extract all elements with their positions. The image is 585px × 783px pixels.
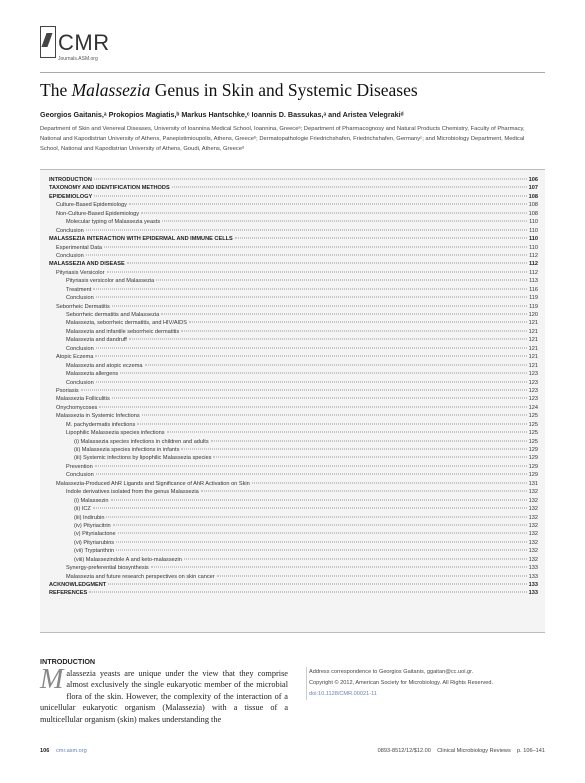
toc-entry[interactable] bbox=[49, 404, 538, 412]
toc-leader-dots bbox=[162, 221, 527, 222]
toc-entry[interactable] bbox=[49, 573, 538, 581]
toc-entry-page: 119 bbox=[529, 303, 538, 310]
toc-leader-dots bbox=[252, 482, 527, 483]
toc-leader-dots bbox=[89, 592, 526, 593]
toc-entry-page: 133 bbox=[528, 582, 538, 588]
toc-leader-dots bbox=[94, 179, 527, 180]
toc-entry-page: 121 bbox=[528, 345, 538, 352]
section-heading: INTRODUCTION bbox=[40, 657, 96, 666]
toc-entry-title: Seborrheic Dermatitis bbox=[56, 303, 110, 310]
toc-leader-dots bbox=[184, 558, 527, 559]
toc-entry[interactable] bbox=[49, 497, 538, 505]
toc-entry-page: 116 bbox=[529, 286, 538, 293]
toc-entry-title: (vi) Pityriarubins bbox=[74, 539, 115, 546]
author-list: Georgios Gaitanis,ᵃ Prokopios Magiatis,ᵇ Markus Hantschke,ᶜ Ioannis D. Bassukas,ᵃ and Aristea Velegrakiᵈ bbox=[40, 110, 404, 119]
toc-entry[interactable] bbox=[49, 488, 538, 496]
toc-entry-page: 132 bbox=[528, 539, 538, 546]
toc-entry[interactable] bbox=[49, 514, 538, 522]
toc-entry[interactable] bbox=[49, 294, 538, 302]
toc-entry[interactable] bbox=[49, 311, 538, 319]
toc-entry-title: (i) Malassezin bbox=[74, 497, 109, 504]
toc-entry-page: 131 bbox=[528, 480, 538, 487]
footer-pages: p. 106–141 bbox=[517, 748, 545, 754]
toc-entry[interactable] bbox=[49, 446, 538, 454]
title-part: Genus in Skin and Systemic Diseases bbox=[150, 80, 418, 100]
toc-leader-dots bbox=[112, 305, 527, 306]
footer-journal: Clinical Microbiology Reviews bbox=[437, 748, 511, 754]
toc-entry-page: 108 bbox=[528, 210, 538, 217]
toc-entry-title: Malassezia and atopic eczema bbox=[66, 362, 143, 369]
toc-leader-dots bbox=[107, 271, 528, 272]
toc-leader-dots bbox=[151, 567, 527, 568]
toc-entry[interactable] bbox=[49, 269, 538, 277]
toc-leader-dots bbox=[137, 423, 526, 424]
toc-leader-dots bbox=[96, 381, 527, 382]
toc-leader-dots bbox=[156, 280, 527, 281]
toc-entry-title: Culture-Based Epidemiology bbox=[56, 202, 127, 209]
toc-entry-page: 132 bbox=[528, 497, 538, 504]
toc-leader-dots bbox=[145, 364, 527, 365]
toc-entry[interactable] bbox=[49, 589, 538, 597]
toc-entry[interactable] bbox=[49, 454, 538, 462]
toc-entry[interactable] bbox=[49, 244, 538, 252]
drop-cap: M bbox=[40, 664, 64, 695]
toc-entry-page: 106 bbox=[528, 177, 538, 183]
toc-entry-page: 132 bbox=[528, 548, 538, 555]
toc-entry-title: Malassezia allergens bbox=[66, 371, 119, 378]
toc-leader-dots bbox=[129, 204, 527, 205]
correspondence-box bbox=[306, 667, 549, 700]
toc-entry[interactable] bbox=[49, 353, 538, 361]
toc-entry-page: 133 bbox=[528, 590, 538, 597]
toc-entry-page: 133 bbox=[528, 573, 538, 580]
toc-entry[interactable] bbox=[49, 471, 538, 479]
toc-entry-page: 112 bbox=[529, 252, 538, 259]
toc-entry-page: 129 bbox=[528, 472, 538, 479]
toc-entry[interactable] bbox=[49, 530, 538, 538]
toc-entry-page: 110 bbox=[529, 219, 538, 226]
toc-entry-title: ACKNOWLEDGMENT bbox=[49, 582, 107, 588]
toc-entry-page: 124 bbox=[528, 404, 538, 411]
toc-leader-dots bbox=[118, 533, 527, 534]
toc-entry-page: 121 bbox=[528, 320, 538, 327]
toc-leader-dots bbox=[111, 499, 527, 500]
toc-leader-dots bbox=[96, 347, 527, 348]
intro-body: alassezia yeasts are unique under the view that they comprise almost exclusively the single eukaryotic member of the microbial flora of the skin. However, the complexity of the interaction of a unicellular eukaryotic organism (Malassezia) with a tissue of a multicellular organism (skin) makes understanding the bbox=[40, 669, 288, 724]
toc-entry[interactable] bbox=[49, 581, 538, 589]
toc-entry-title: Molecular typing of Malassezia yeasts bbox=[66, 219, 161, 226]
toc-entry-page: 121 bbox=[528, 362, 538, 369]
toc-entry-page: 132 bbox=[528, 522, 538, 529]
toc-leader-dots bbox=[181, 449, 526, 450]
toc-entry-page: 110 bbox=[528, 236, 538, 243]
toc-entry-title: Psoriasis bbox=[56, 387, 79, 394]
doi-link[interactable]: doi:10.1128/CMR.00021-11 bbox=[309, 691, 377, 697]
toc-entry-title: INTRODUCTION bbox=[49, 177, 92, 183]
toc-entry-title: Malassezia and infantile seborrheic dermatitis bbox=[66, 328, 180, 335]
toc-entry[interactable] bbox=[49, 505, 538, 513]
toc-leader-dots bbox=[95, 356, 526, 357]
toc-entry-title: M. pachydermatis infections bbox=[66, 421, 136, 428]
toc-leader-dots bbox=[127, 263, 527, 264]
toc-entry-title: MALASSEZIA AND DISEASE bbox=[49, 261, 125, 268]
toc-entry[interactable] bbox=[49, 235, 538, 243]
toc-entry[interactable] bbox=[49, 336, 538, 344]
toc-leader-dots bbox=[116, 550, 527, 551]
page-number: 106 bbox=[40, 748, 50, 754]
toc-entry-page: 121 bbox=[528, 354, 538, 361]
toc-entry-title: Onychomycoses bbox=[56, 404, 98, 411]
toc-entry-title: (viii) Malassezindole A and keto-malassezin bbox=[74, 556, 182, 563]
toc-entry-title: Synergy-preferential biosynthesis bbox=[66, 565, 149, 572]
toc-entry-title: Malassezia-Produced AhR Ligands and Significance of AhR Activation on Skin bbox=[56, 480, 250, 487]
toc-entry-page: 108 bbox=[528, 202, 538, 209]
toc-entry-title: Conclusion bbox=[66, 345, 94, 352]
toc-entry-title: REFERENCES bbox=[49, 590, 88, 597]
intro-paragraph bbox=[40, 664, 288, 725]
toc-leader-dots bbox=[141, 212, 527, 213]
toc-entry-page: 125 bbox=[528, 421, 538, 428]
toc-entry[interactable] bbox=[49, 345, 538, 353]
logo-text: CMR bbox=[58, 30, 110, 55]
toc-entry-title: (i) Malassezia species infections in children and adults bbox=[74, 438, 209, 445]
toc-entry-page: 112 bbox=[528, 261, 538, 268]
table-of-contents bbox=[49, 176, 538, 598]
toc-entry-title: Atopic Eczema bbox=[56, 354, 94, 361]
toc-entry-page: 132 bbox=[528, 531, 538, 538]
toc-leader-dots bbox=[81, 389, 527, 390]
toc-entry-page: 129 bbox=[528, 463, 538, 470]
toc-entry-title: Malassezia Folliculitis bbox=[56, 396, 110, 403]
toc-entry-title: (iii) Systemic infections by lipophilic Malassezia species bbox=[74, 455, 212, 462]
toc-entry[interactable] bbox=[49, 218, 538, 226]
toc-entry[interactable] bbox=[49, 260, 538, 268]
toc-leader-dots bbox=[189, 322, 527, 323]
toc-leader-dots bbox=[94, 195, 526, 196]
toc-leader-dots bbox=[120, 373, 526, 374]
toc-leader-dots bbox=[95, 465, 527, 466]
toc-leader-dots bbox=[93, 508, 527, 509]
toc-entry[interactable] bbox=[49, 277, 538, 285]
toc-leader-dots bbox=[161, 314, 526, 315]
toc-entry[interactable] bbox=[49, 252, 538, 260]
toc-entry-page: 121 bbox=[528, 337, 538, 344]
toc-entry[interactable] bbox=[49, 522, 538, 530]
toc-entry-page: 119 bbox=[529, 295, 538, 302]
footer-citation bbox=[378, 748, 545, 754]
header-divider bbox=[40, 72, 545, 73]
toc-entry-title: Conclusion bbox=[66, 295, 94, 302]
toc-entry-title: EPIDEMIOLOGY bbox=[49, 193, 93, 200]
toc-entry-page: 123 bbox=[528, 387, 538, 394]
toc-entry-title: Experimental Data bbox=[56, 244, 103, 251]
toc-leader-dots bbox=[96, 297, 527, 298]
toc-entry-page: 125 bbox=[528, 430, 538, 437]
toc-leader-dots bbox=[235, 238, 527, 239]
copyright-notice: Copyright © 2012, American Society for Microbiology. All Rights Reserved. bbox=[309, 680, 494, 686]
toc-entry[interactable] bbox=[49, 412, 538, 420]
toc-entry-page: 113 bbox=[529, 278, 538, 285]
affiliations: Department of Skin and Venereal Diseases, University of Ioannina Medical School, Ioannina, Greeceᵃ; Department of Pharmacognosy and Natural Products Chemistry, Faculty of Pharmacy, National and Kapodistrian University of Athens, Panepistimioupolis, Athens, Greeceᵇ; Dermatopathologie Friedrichshafen, Friedrichshafen, Germanyᶜ; and Microbiology Department, Medical School, National and Kapodistrian University of Athens, Goudi, Athens, Greeceᵈ bbox=[40, 126, 525, 153]
toc-entry-page: 112 bbox=[529, 269, 538, 276]
toc-leader-dots bbox=[99, 406, 526, 407]
toc-entry[interactable] bbox=[49, 556, 538, 564]
title-part: The bbox=[40, 80, 72, 100]
journal-url[interactable]: cmr.asm.org bbox=[56, 748, 87, 754]
toc-entry-title: Pityriasis versicolor and Malassezia bbox=[66, 278, 155, 285]
toc-leader-dots bbox=[217, 575, 527, 576]
toc-entry-page: 107 bbox=[528, 185, 538, 192]
toc-entry[interactable] bbox=[49, 328, 538, 336]
toc-leader-dots bbox=[96, 474, 527, 475]
toc-entry[interactable] bbox=[49, 539, 538, 547]
toc-entry[interactable] bbox=[49, 387, 538, 395]
toc-entry-title: (iii) Indirubin bbox=[74, 514, 105, 521]
toc-entry-title: (ii) ICZ bbox=[74, 506, 91, 513]
toc-entry[interactable] bbox=[49, 201, 538, 209]
toc-entry-page: 123 bbox=[528, 396, 538, 403]
toc-entry[interactable] bbox=[49, 379, 538, 387]
toc-entry-page: 110 bbox=[529, 227, 538, 234]
toc-leader-dots bbox=[86, 229, 527, 230]
toc-entry-page: 123 bbox=[528, 371, 538, 378]
toc-entry-title: (vii) Tryptanthrin bbox=[74, 548, 115, 555]
toc-entry-page: 132 bbox=[528, 514, 538, 521]
toc-entry-title: Pityriasis Versicolor bbox=[56, 269, 105, 276]
toc-entry-page: 108 bbox=[528, 193, 538, 200]
toc-entry[interactable] bbox=[49, 184, 538, 192]
toc-entry-page: 121 bbox=[528, 328, 538, 335]
toc-entry-title: Conclusion bbox=[56, 252, 84, 259]
logo-mark-icon bbox=[40, 26, 56, 58]
toc-entry[interactable] bbox=[49, 421, 538, 429]
toc-entry[interactable] bbox=[49, 227, 538, 235]
toc-entry-title: Malassezia and future research perspectives on skin cancer bbox=[66, 573, 215, 580]
toc-leader-dots bbox=[106, 516, 526, 517]
toc-leader-dots bbox=[104, 246, 527, 247]
correspondence-address: Address correspondence to Georgios Gaitanis, ggaitan@cc.uoi.gr. bbox=[309, 669, 474, 675]
logo-subtext: Journals.ASM.org bbox=[58, 56, 98, 62]
toc-entry[interactable] bbox=[49, 193, 538, 201]
toc-entry-page: 125 bbox=[528, 438, 538, 445]
toc-entry-title: Malassezia in Systemic Infections bbox=[56, 413, 140, 420]
toc-entry[interactable] bbox=[49, 463, 538, 471]
toc-leader-dots bbox=[201, 491, 527, 492]
toc-entry-title: Malassezia, seborrheic dermatitis, and HIV/AIDS bbox=[66, 320, 187, 327]
toc-entry-page: 125 bbox=[528, 413, 538, 420]
toc-entry-title: Conclusion bbox=[56, 227, 84, 234]
toc-entry-page: 133 bbox=[528, 565, 538, 572]
toc-entry-title: (iv) Pityriacitrin bbox=[74, 522, 111, 529]
toc-entry-title: Malassezia and dandruff bbox=[66, 337, 127, 344]
toc-entry[interactable] bbox=[49, 210, 538, 218]
toc-entry[interactable] bbox=[49, 286, 538, 294]
toc-leader-dots bbox=[213, 457, 526, 458]
toc-entry[interactable] bbox=[49, 176, 538, 184]
toc-entry-title: Conclusion bbox=[66, 472, 94, 479]
toc-entry-title: Seborrheic dermatitis and Malassezia bbox=[66, 312, 160, 318]
article-title bbox=[40, 80, 418, 101]
toc-leader-dots bbox=[211, 440, 527, 441]
toc-leader-dots bbox=[113, 524, 527, 525]
toc-leader-dots bbox=[86, 254, 527, 255]
toc-entry-title: (ii) Malassezia species infections in infants bbox=[74, 447, 180, 453]
toc-entry[interactable] bbox=[49, 303, 538, 311]
toc-entry-page: 120 bbox=[528, 312, 538, 318]
title-italic: Malassezia bbox=[71, 80, 151, 100]
toc-entry[interactable] bbox=[49, 547, 538, 555]
toc-entry-page: 110 bbox=[529, 244, 538, 251]
toc-entry-title: TAXONOMY AND IDENTIFICATION METHODS bbox=[49, 185, 170, 192]
toc-entry-title: MALASSEZIA INTERACTION WITH EPIDERMAL AND IMMUNE CELLS bbox=[49, 236, 233, 243]
toc-entry-title: Treatment bbox=[66, 286, 92, 293]
toc-entry[interactable] bbox=[49, 438, 538, 446]
toc-entry-page: 123 bbox=[528, 379, 538, 386]
toc-entry-title: Conclusion bbox=[66, 379, 94, 386]
toc-entry-title: Non-Culture-Based Epidemiology bbox=[56, 210, 140, 217]
toc-entry-page: 132 bbox=[528, 556, 538, 563]
toc-entry[interactable] bbox=[49, 370, 538, 378]
toc-leader-dots bbox=[172, 187, 527, 188]
toc-leader-dots bbox=[112, 398, 527, 399]
toc-entry[interactable] bbox=[49, 429, 538, 437]
toc-entry-page: 132 bbox=[528, 506, 538, 513]
toc-entry-page: 129 bbox=[528, 455, 538, 462]
footer-issn: 0893-8512/12/$12.00 bbox=[377, 748, 431, 754]
toc-entry[interactable] bbox=[49, 564, 538, 572]
toc-entry-title: Indole derivatives isolated from the genus Malassezia bbox=[66, 489, 199, 496]
toc-entry-page: 132 bbox=[528, 489, 538, 496]
toc-leader-dots bbox=[142, 415, 527, 416]
toc-leader-dots bbox=[167, 432, 527, 433]
toc-leader-dots bbox=[129, 339, 527, 340]
journal-logo bbox=[40, 26, 120, 66]
toc-leader-dots bbox=[93, 288, 527, 289]
toc-leader-dots bbox=[116, 541, 527, 542]
toc-entry[interactable] bbox=[49, 319, 538, 327]
toc-leader-dots bbox=[181, 330, 526, 331]
toc-entry[interactable] bbox=[49, 395, 538, 403]
toc-leader-dots bbox=[108, 584, 526, 585]
toc-entry[interactable] bbox=[49, 362, 538, 370]
toc-entry-title: Prevention bbox=[66, 463, 93, 470]
toc-entry-page: 129 bbox=[528, 447, 538, 453]
toc-entry-title: (v) Pityrialactone bbox=[74, 531, 116, 538]
toc-entry[interactable] bbox=[49, 480, 538, 488]
toc-entry-title: Lipophilic Malassezia species infections bbox=[66, 430, 165, 437]
